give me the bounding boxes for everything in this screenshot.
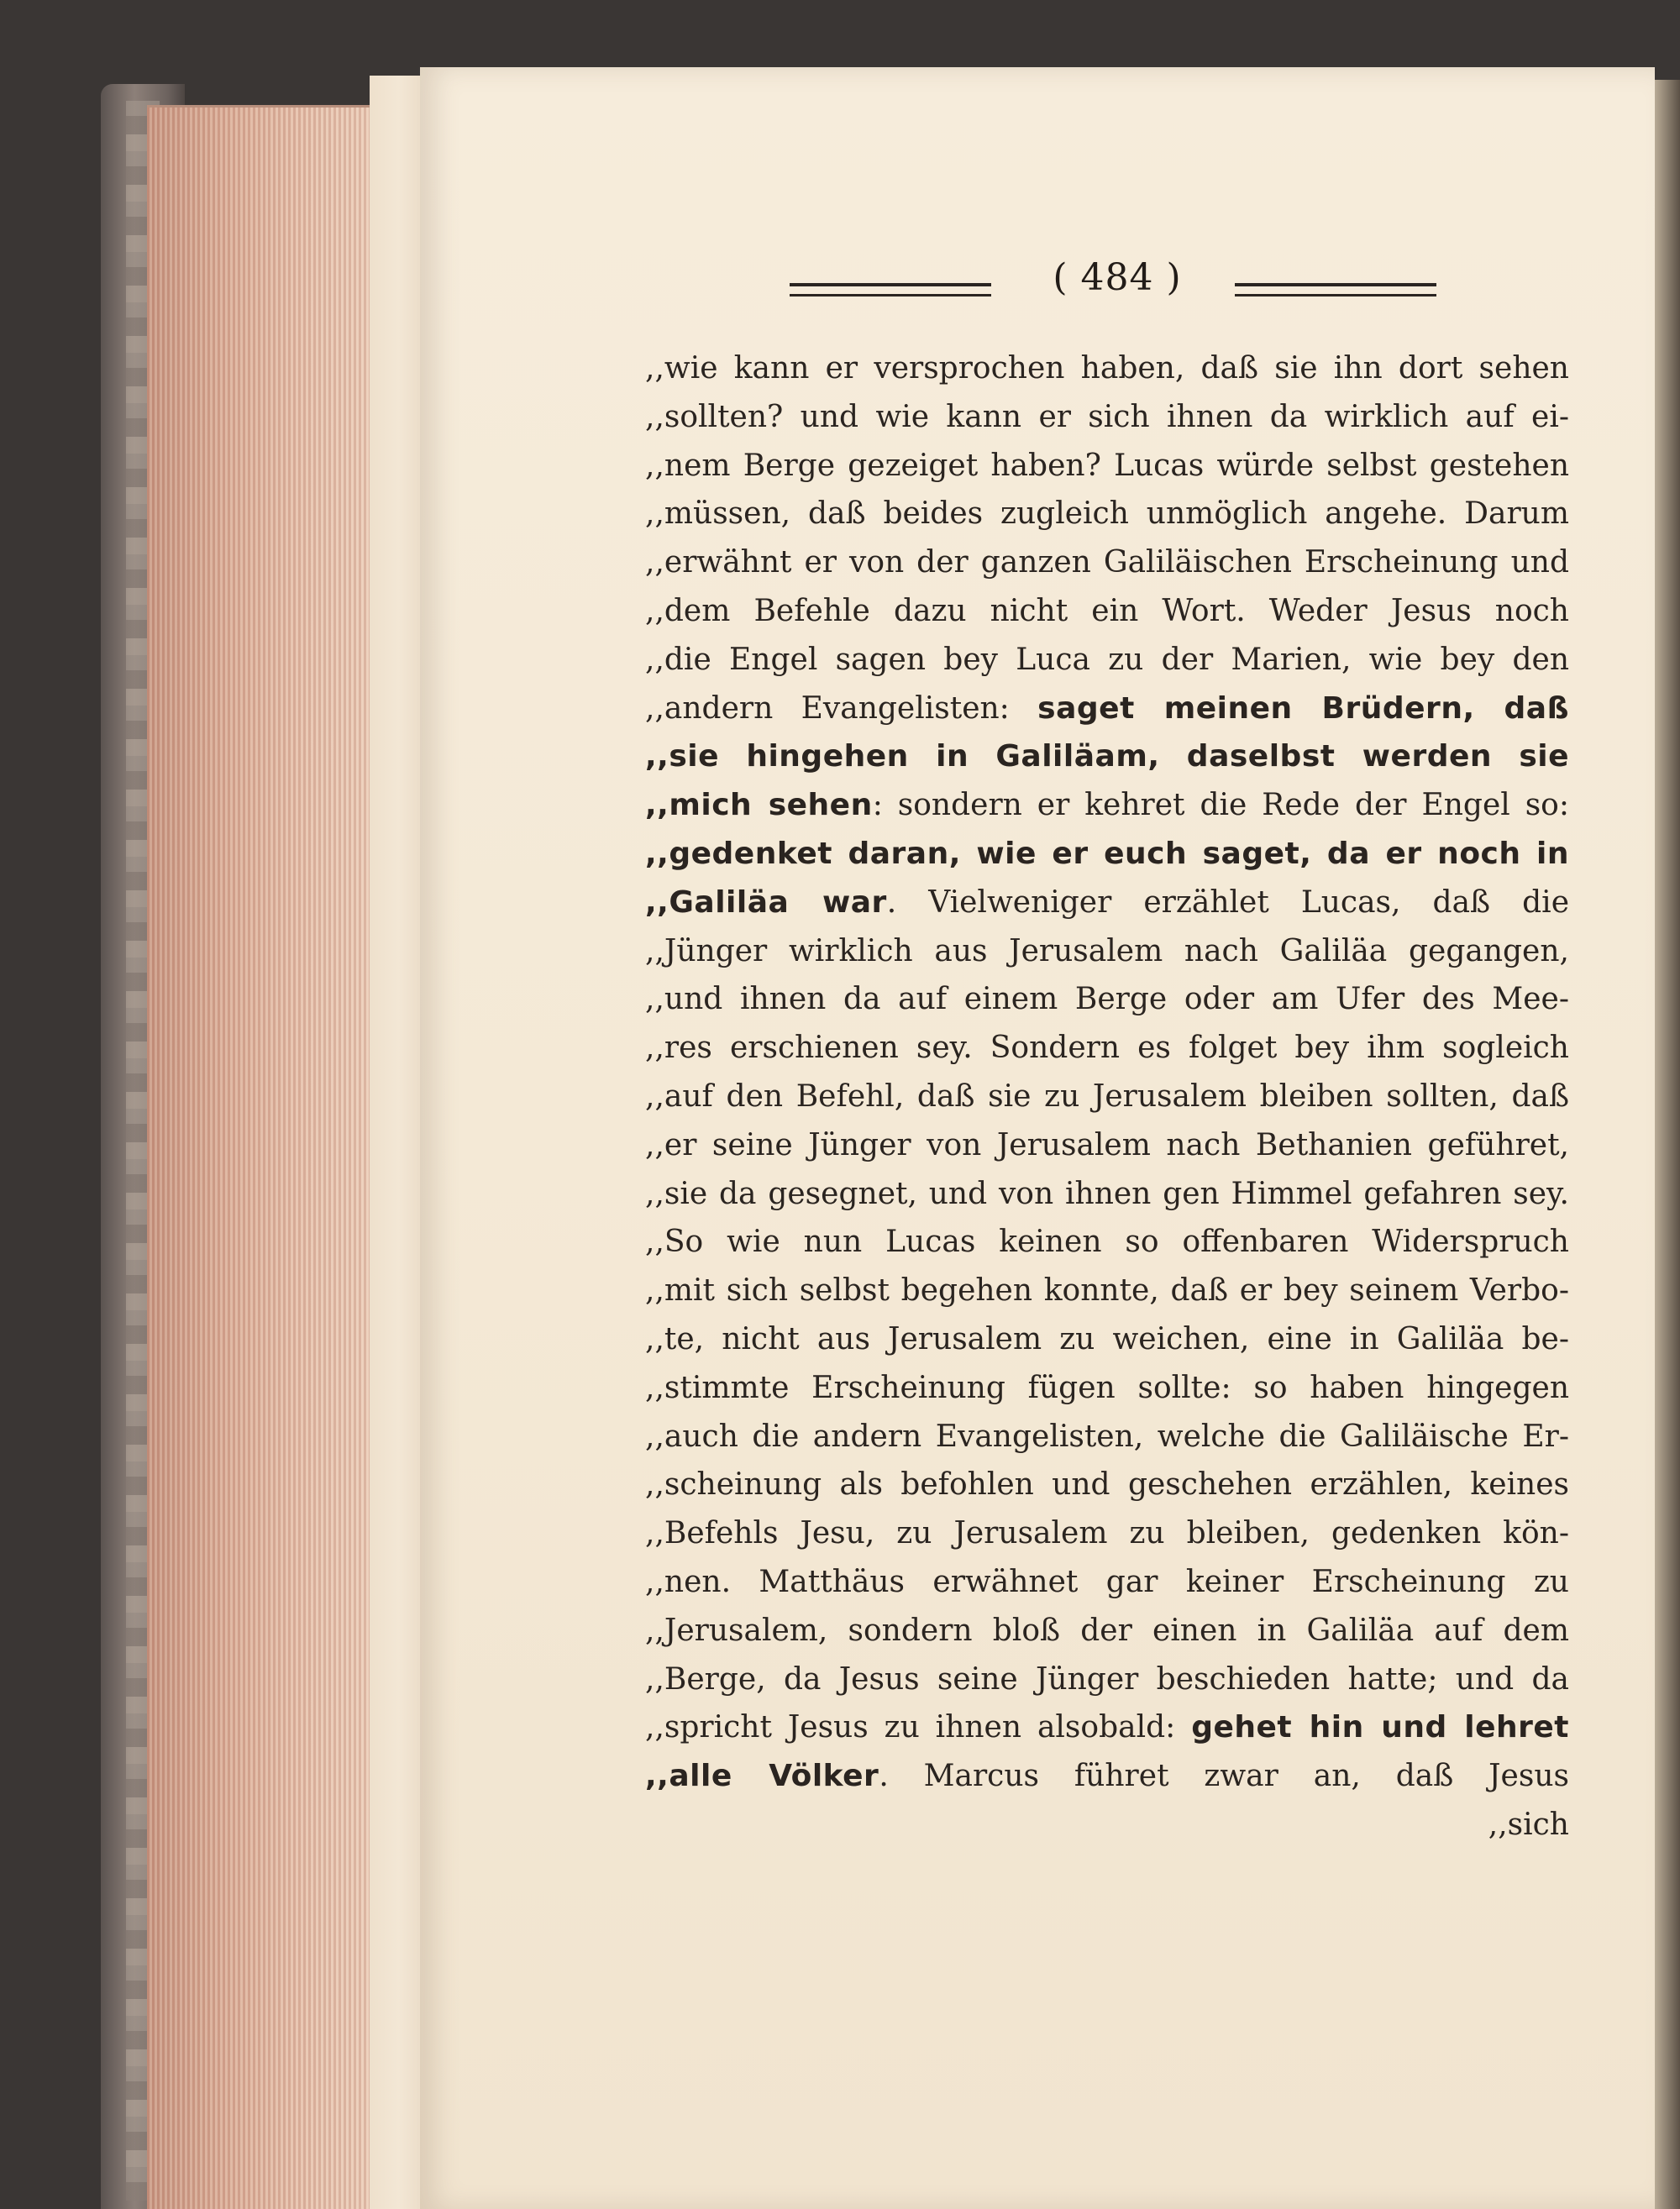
text-line [645,1267,1569,1315]
text-run: ,,sollten? und wie kann er sich ihnen da wirklich auf ei- [645,399,1569,434]
emphasized-text: ,,alle Völker [645,1759,879,1794]
text-line [645,1655,1569,1704]
text-run: ,,erwähnt er von der ganzen Galiläischen Erscheinung und [645,545,1569,580]
text-line [645,1364,1569,1413]
catchword: ,,sich [1488,1807,1569,1842]
text-run: ,,auf den Befehl, daß sie zu Jerusalem bleiben sollten, daß [645,1078,1569,1114]
text-line [645,975,1569,1024]
text-run: ,,die Engel sagen bey Luca zu der Marien, wie bey den [645,642,1569,677]
text-run: : sondern er kehret die Rede der Engel so: [872,788,1569,823]
text-line [645,1315,1569,1364]
text-run: ,,wie kann er versprochen haben, daß sie ihn dort sehen [645,351,1569,386]
text-run: ,,andern Evangelisten: [645,690,1038,726]
text-line [645,1461,1569,1509]
text-run: ,,spricht Jesus zu ihnen alsobald: [645,1710,1192,1745]
emphasized-text: ,,mich sehen [645,788,873,823]
text-line [645,538,1569,587]
text-run: ,,te, nicht aus Jerusalem zu weichen, eine in Galiläa be- [645,1321,1569,1356]
text-line [645,442,1569,491]
text-run: . Vielweniger erzählet Lucas, daß die [886,884,1569,920]
text-run: ,,auch die andern Evangelisten, welche die Galiläische Er- [645,1419,1569,1454]
text-line [645,344,1569,393]
text-line [645,781,1569,830]
text-run: ,,und ihnen da auf einem Berge oder am Ufer des Mee- [645,982,1569,1017]
text-line [645,1413,1569,1461]
text-run: ,,Jerusalem, sondern bloß der einen in Galiläa auf dem [645,1613,1569,1648]
page-gutter-shadow [1655,80,1680,2209]
header-rule-right [1235,283,1436,296]
text-line [645,879,1569,927]
text-run: ,,stimmte Erscheinung fügen sollte: so haben hingegen [645,1370,1569,1405]
text-run: ,,sie da gesegnet, und von ihnen gen Himmel gefahren sey. [645,1176,1569,1211]
text-line [645,1024,1569,1073]
text-line [645,1218,1569,1267]
text-line [645,393,1569,442]
page-number: ( 484 ) [1053,256,1182,299]
text-line [645,927,1569,976]
text-run: ,,mit sich selbst begehen konnte, daß er bey seinem Verbo- [645,1273,1569,1309]
header-rule-left [790,283,991,296]
text-run: ,,res erschienen sey. Sondern es folget bey ihm sogleich [645,1031,1569,1066]
text-line [645,685,1569,733]
emphasized-text: ,,gedenket daran, wie er euch saget, da er noch in [645,836,1569,871]
text-line [645,636,1569,685]
text-line [645,1509,1569,1558]
text-run: ,,So wie nun Lucas keinen so offenbaren Widerspruch [645,1225,1569,1260]
text-run: ,,müssen, daß beides zugleich unmöglich angehe. Darum [645,496,1569,532]
emphasized-text: saget meinen Brüdern, daß [1037,690,1569,726]
text-line [645,1170,1569,1219]
emphasized-text: ,,sie hingehen in Galiläam, daselbst werden sie [645,739,1569,774]
text-run: ,,Befehls Jesu, zu Jerusalem zu bleiben, gedenken kön- [645,1516,1569,1551]
text-line [645,1607,1569,1655]
page-header [790,256,1445,307]
text-line [645,1752,1569,1801]
text-run: ,,er seine Jünger von Jerusalem nach Bethanien geführet, [645,1127,1569,1162]
text-run: ,,Berge, da Jesus seine Jünger beschieden hatte; und da [645,1661,1569,1697]
text-line [645,830,1569,879]
text-line [645,1121,1569,1170]
text-run: ,,dem Befehle dazu nicht ein Wort. Weder Jesus noch [645,593,1569,628]
emphasized-text: ,,Galiläa war [645,884,887,920]
text-run: ,,nem Berge gezeiget haben? Lucas würde selbst gestehen [645,448,1569,483]
text-run: ,,Jünger wirklich aus Jerusalem nach Galiläa gegangen, [645,933,1569,968]
text-line [645,1703,1569,1752]
text-line [645,587,1569,636]
text-line [645,1558,1569,1607]
text-line [645,732,1569,781]
text-run: . Marcus führet zwar an, daß Jesus [879,1759,1569,1794]
text-line [645,1073,1569,1121]
text-line [645,490,1569,538]
text-run: ,,nen. Matthäus erwähnet gar keiner Erscheinung zu [645,1564,1569,1599]
text-run: ,,scheinung als befohlen und geschehen erzählen, keines [645,1467,1569,1503]
body-text [645,344,1569,1850]
emphasized-text: gehet hin und lehret [1191,1710,1569,1745]
